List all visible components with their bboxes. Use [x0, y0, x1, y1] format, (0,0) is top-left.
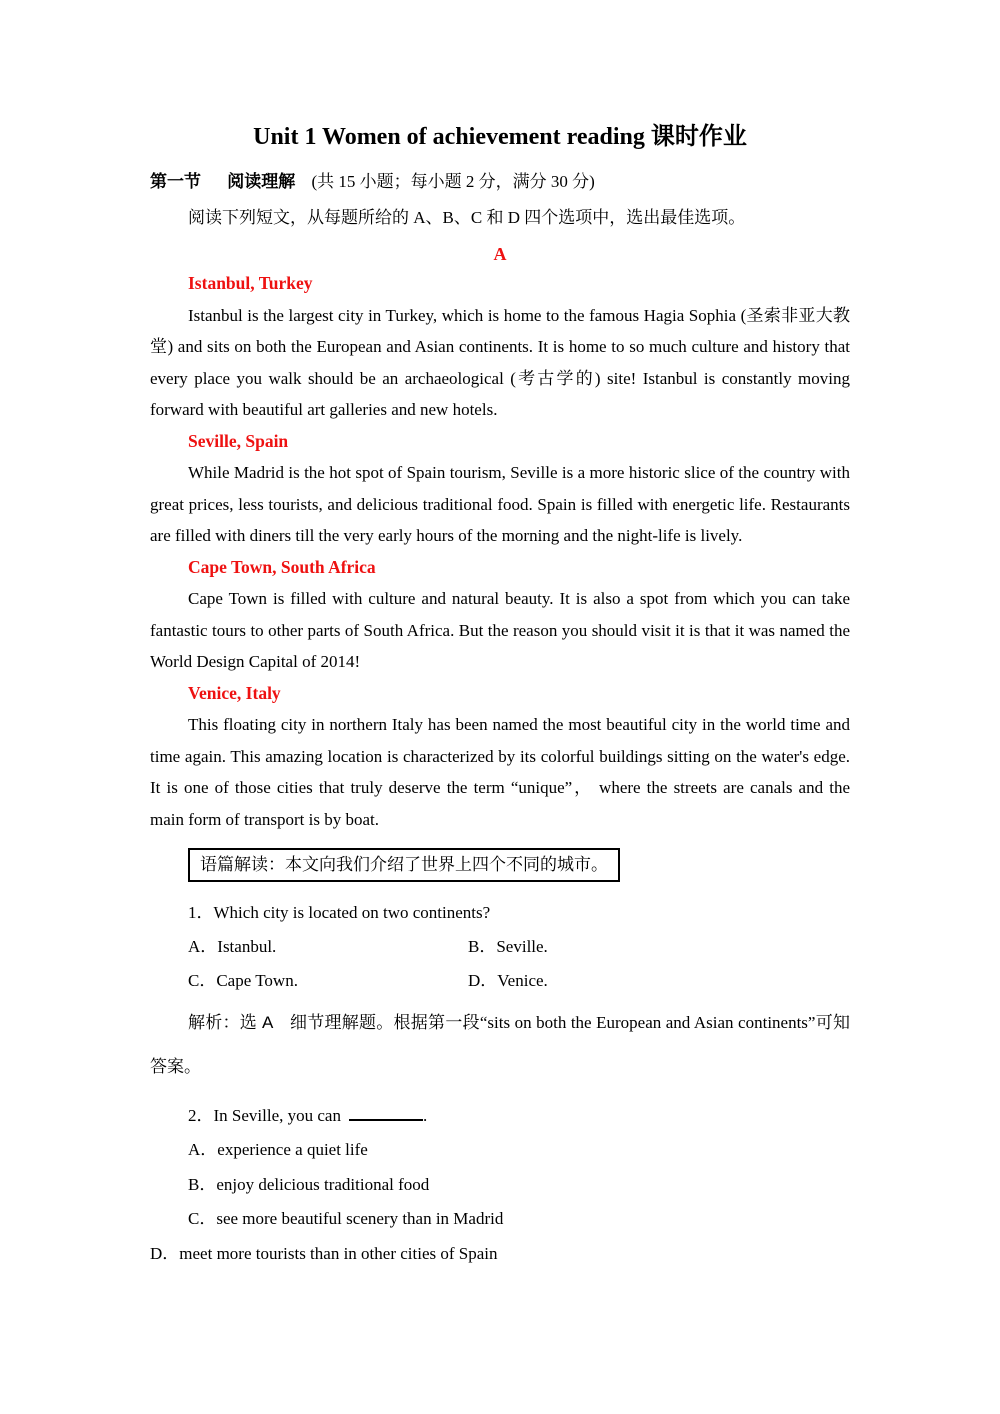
question-1-options-row-2	[150, 964, 850, 998]
question-2-option-b	[150, 1168, 850, 1203]
question-1-option-c	[188, 964, 468, 998]
option-label: C．	[188, 971, 217, 990]
passage-text-seville: While Madrid is the hot spot of Spain tourism, Seville is a more historic slice of the country with great prices, less tourists, and delicious traditional food. Spain is filled with energetic life. Restaurants are filled with diners till the very early hours of the morning and the night-life is lively.	[150, 463, 850, 545]
analysis-prefix: 解析：选 A 细节理解题。根据第一段	[188, 1013, 480, 1032]
analysis-quote: “sits on both the European and Asian continents”	[479, 1013, 816, 1032]
option-text: Venice.	[497, 971, 548, 990]
answer-blank	[349, 1104, 423, 1121]
question-1-number: 1．	[188, 903, 214, 922]
question-2-stem	[150, 1099, 850, 1133]
option-text: see more beautiful scenery than in Madrid	[216, 1209, 504, 1228]
question-1-analysis	[150, 1001, 850, 1089]
passage-heading-istanbul: Istanbul, Turkey	[188, 273, 313, 293]
option-label: D．	[468, 971, 498, 990]
option-label: B．	[188, 1174, 217, 1194]
question-1-text: Which city is located on two continents?	[213, 903, 491, 922]
option-text: Seville.	[496, 937, 548, 956]
option-text: meet more tourists than in other cities of Spain	[179, 1243, 498, 1263]
section-score-info: (共 15 小题；每小题 2 分，满分 30 分)	[311, 172, 595, 191]
option-text: Cape Town.	[216, 971, 298, 990]
passage-label-a: A	[493, 244, 507, 264]
question-2-number: 2．	[188, 1106, 214, 1125]
question-1-option-d	[468, 964, 548, 998]
worksheet-content	[150, 120, 850, 1271]
section-label: 第一节	[150, 172, 201, 191]
question-2-option-c	[150, 1202, 850, 1237]
section-header	[150, 170, 850, 194]
option-label: C．	[188, 1209, 217, 1228]
analysis-suffix: 可知答案。	[150, 1013, 851, 1076]
question-1-options-row-1	[150, 930, 850, 964]
option-text: Istanbul.	[217, 937, 277, 956]
passage-text-venice: This floating city in northern Italy has been named the most beautiful city in the world time and time again. This amazing location is characterized by its colorful buildings sitting on the water's edge. It is one of those cities that truly deserve the term “unique”， where the streets are canals and the main form of transport is by boat.	[150, 715, 850, 829]
option-label: A．	[188, 1140, 218, 1159]
page-title: Unit 1 Women of achievement reading 课时作业	[253, 124, 747, 150]
passage-heading-venice: Venice, Italy	[188, 682, 281, 703]
question-1-stem	[150, 896, 850, 930]
option-text: enjoy delicious traditional food	[216, 1174, 430, 1194]
section-name: 阅读理解	[227, 172, 296, 191]
reading-instructions: 阅读下列短文，从每题所给的 A、B、C 和 D 四个选项中，选出最佳选项。	[188, 208, 746, 227]
question-1-option-a	[188, 930, 468, 964]
option-label: B．	[468, 937, 497, 956]
passage-heading-cape-town: Cape Town, South Africa	[188, 556, 376, 577]
question-1-option-b	[468, 930, 548, 964]
question-2-option-a	[150, 1133, 850, 1168]
option-label: A．	[188, 937, 218, 956]
passage-text-cape-town: Cape Town is filled with culture and natural beauty. It is also a spot from which you can take fantastic tours to other parts of South Africa. But the reason you should visit it is that it was named the World Design Capital of 2014!	[150, 589, 850, 671]
option-label: D．	[150, 1243, 180, 1263]
question-2-option-d	[150, 1237, 850, 1272]
passage-heading-seville: Seville, Spain	[188, 430, 289, 451]
passage-summary-box: 语篇解读：本文向我们介绍了世界上四个不同的城市。	[188, 848, 620, 882]
question-2-text-after-blank: .	[422, 1106, 428, 1125]
question-2-text-before-blank: In Seville, you can	[213, 1106, 341, 1125]
passage-text-istanbul: Istanbul is the largest city in Turkey, which is home to the famous Hagia Sophia (圣索非亚大教堂) and sits on both the European and Asian continents. It is home to so much culture and history that every place you walk should be an archaeological (考古学的) site! Istanbul is constantly moving forward with beautiful art galleries and new hotels.	[150, 305, 850, 419]
option-text: experience a quiet life	[217, 1140, 368, 1159]
passages-block	[150, 268, 850, 835]
summary-box-wrapper	[188, 848, 850, 882]
